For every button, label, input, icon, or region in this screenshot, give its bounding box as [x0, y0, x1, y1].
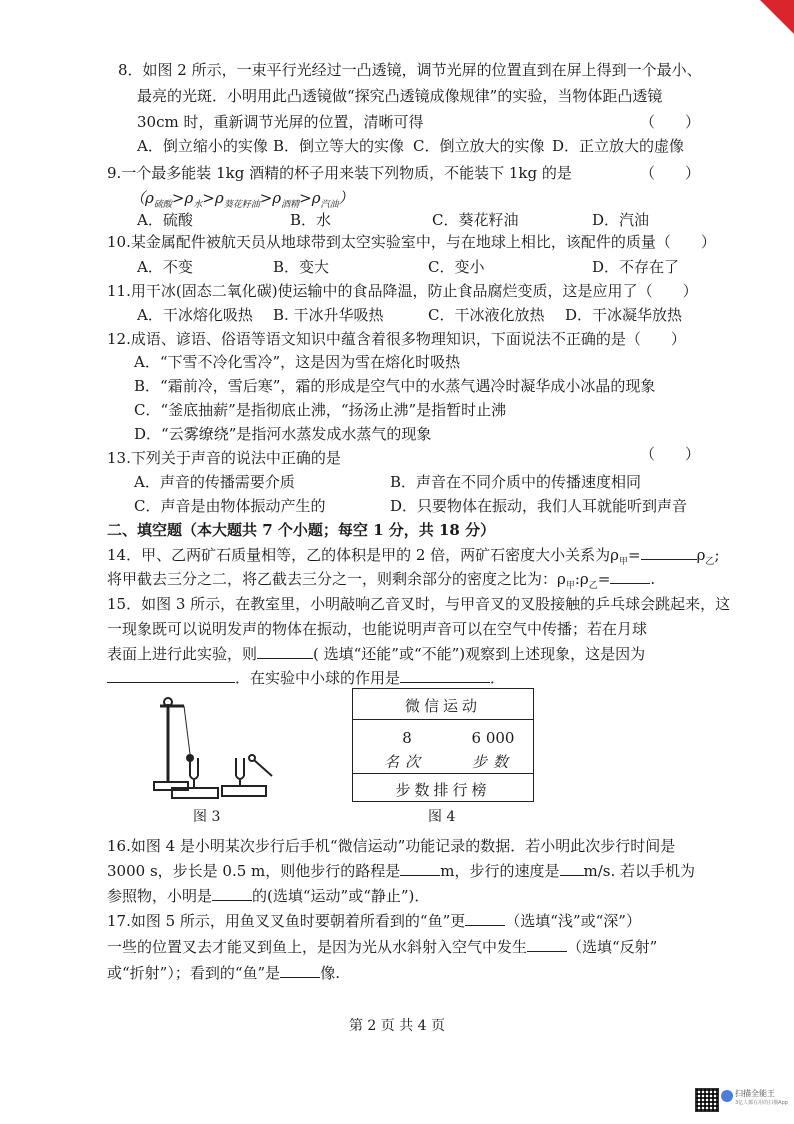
fig4-steps: 6 000: [471, 729, 515, 747]
q16-blank2[interactable]: [560, 875, 584, 876]
q12-line1: 12.成语、谚语、俗语等语文知识中蕴含着很多物理知识，下面说法不正确的是（ ）: [107, 330, 686, 348]
q14-blank2[interactable]: [610, 583, 650, 584]
q11-option-c: C．干冰液化放热: [428, 306, 545, 324]
camscanner-logo-icon: [721, 1090, 733, 1102]
q10-option-a: A．不变: [137, 258, 193, 276]
q15-line4: ．在实验中小球的作用是 ．: [107, 668, 505, 688]
q13-answer-paren: （ ）: [640, 445, 701, 463]
q17-line1: 17.如图 5 所示，用鱼叉叉鱼时要朝着所看到的“鱼”更 （选填“浅”或“深”）: [107, 912, 641, 930]
qr-code-icon: [695, 1088, 719, 1112]
q10-option-b: B．变大: [273, 258, 330, 276]
q11-option-b: B. 干冰升华吸热: [273, 306, 384, 324]
fig4-caption: 图 4: [428, 809, 456, 825]
q14-line1: 14．甲、乙两矿石质量相等，乙的体积是甲的 2 倍，两矿石密度大小关系为$\rho_甲= \rho_乙$;: [107, 546, 720, 567]
section-fill-in-title: 二、填空题（本大题共 7 个小题；每空 1 分，共 18 分）: [107, 521, 496, 539]
q8-line1: 8．如图 2 所示，一束平行光经过一凸透镜，调节光屏的位置直到在屏上得到一个最小、: [118, 61, 702, 79]
q13-line1: 13.下列关于声音的说法中正确的是: [107, 449, 341, 467]
q8-option-b: B．倒立等大的实像: [273, 137, 405, 155]
q17-blank3[interactable]: [280, 977, 320, 978]
q14-blank1[interactable]: [641, 559, 697, 560]
q8-answer-paren: （ ）: [640, 113, 701, 131]
q15-line1: 15．如图 3 所示，在教室里，小明敲响乙音叉时，与甲音叉的叉股接触的乒乓球会跳起来，这: [107, 595, 731, 613]
q16-blank3[interactable]: [212, 900, 252, 901]
q9-option-a: A．硫酸: [137, 211, 193, 229]
q12-option-b: B．“霜前冷，雪后寒”，霜的形成是空气中的水蒸气遇冷时凝华成小冰晶的现象: [134, 377, 656, 395]
q15-blank2[interactable]: [107, 682, 235, 683]
fig4-rank: 8: [402, 729, 412, 747]
q9-option-b: B．水: [290, 211, 332, 229]
fig4-rank-label: 名次: [383, 753, 426, 771]
q16-line2: 3000 s，步长是 0.5 m，则他步行的路程是 m，步行的速度是 m/s. 若以手机为: [107, 862, 696, 880]
q15-line2: 一现象既可以说明发声的物体在振动，也能说明声音可以在空气中传播；若在月球: [107, 620, 648, 638]
fig3-caption: 图 3: [193, 809, 221, 825]
fig4-divider-top: [353, 719, 533, 720]
q8-option-c: C．倒立放大的实像: [413, 137, 545, 155]
fig4-divider-bottom: [353, 773, 533, 774]
q9-line1: 9.一个最多能装 1kg 酒精的杯子用来装下列物质，不能装下 1kg 的是: [107, 164, 572, 182]
q8-option-a: A．倒立缩小的实像: [137, 137, 268, 155]
q8-option-d: D．正立放大的虚像: [552, 137, 685, 155]
q13-option-b: B．声音在不同介质中的传播速度相同: [390, 473, 642, 491]
q12-option-c: C．“釜底抽薪”是指彻底止沸，“扬汤止沸”是指暂时止沸: [134, 401, 507, 419]
q9-density-order: $(\rho_{硫酸}>\rho_水>\rho_{葵花籽油}>\rho_{酒精}>\rho_{汽油})$: [130, 189, 354, 210]
q10-line1: 10.某金属配件被航天员从地球带到太空实验室中，与在地球上相比，该配件的质量（ ）: [107, 233, 716, 251]
q16-line1: 16.如图 4 是小明某次步行后手机“微信运动”功能记录的数据．若小明此次步行时间是: [107, 837, 676, 855]
fig4-title: 微信运动: [404, 697, 481, 715]
q13-option-a: A．声音的传播需要介质: [134, 473, 295, 491]
fig3-tuning-fork-diagram: [150, 692, 280, 802]
q9-option-d: D．汽油: [592, 211, 650, 229]
q13-option-c: C．声音是由物体振动产生的: [134, 497, 326, 515]
q17-line2: 一些的位置叉去才能叉到鱼上，是因为光从水斜射入空气中发生 （选填“反射”: [107, 938, 658, 956]
q16-blank1[interactable]: [400, 875, 440, 876]
q9-option-c: C．葵花籽油: [432, 211, 519, 229]
q12-option-a: A．“下雪不冷化雪冷”，这是因为雪在熔化时吸热: [134, 353, 461, 371]
q16-line3: 参照物，小明是 的(选填“运动”或“静止”)．: [107, 887, 430, 905]
q10-option-d: D．不存在了: [592, 258, 680, 276]
q15-blank3[interactable]: [400, 682, 490, 683]
scanner-label: 扫描全能王: [735, 1089, 775, 1098]
q9-answer-paren: （ ）: [640, 164, 701, 182]
q14-line2: 将甲截去三分之二，将乙截去三分之一，则剩余部分的密度之比为：$\rho_甲:\rho_乙=$ .: [107, 570, 656, 591]
q17-line3: 或“折射”）；看到的“鱼”是 像.: [107, 964, 340, 982]
q8-line2: 最亮的光斑．小明用此凸透镜做“探究凸透镜成像规律”的实验，当物体距凸透镜: [137, 87, 663, 105]
q8-line3: 30cm 时，重新调节光屏的位置，清晰可得: [137, 113, 424, 131]
fig4-steps-label: 步数: [471, 753, 514, 771]
q15-line3: 表面上进行此实验，则 ( 选填“还能”或“不能”)观察到上述现象，这是因为: [107, 645, 646, 663]
scanner-sublabel: 3亿人都在用的扫描App: [735, 1100, 788, 1106]
q13-option-d: D．只要物体在振动，我们人耳就能听到声音: [390, 497, 688, 515]
fig4-footer: 步数排行榜: [395, 781, 491, 799]
q11-option-a: A．干冰熔化吸热: [137, 306, 253, 324]
page-corner-mark: [760, 0, 794, 34]
q10-option-c: C．变小: [428, 258, 485, 276]
q11-option-d: D．干冰凝华放热: [565, 306, 683, 324]
q11-line1: 11.用干冰(固态二氧化碳)使运输中的食品降温，防止食品腐烂变质，这是应用了（ ）: [107, 282, 698, 300]
q17-blank1[interactable]: [465, 925, 505, 926]
q15-blank1[interactable]: [257, 658, 313, 659]
q17-blank2[interactable]: [527, 951, 567, 952]
scanner-watermark: [695, 1088, 791, 1112]
page-number-footer: 第 2 页 共 4 页: [348, 1018, 446, 1034]
q12-option-d: D．“云雾缭绕”是指河水蒸发成水蒸气的现象: [134, 425, 432, 443]
fig4-wechat-steps-card: [352, 688, 534, 802]
